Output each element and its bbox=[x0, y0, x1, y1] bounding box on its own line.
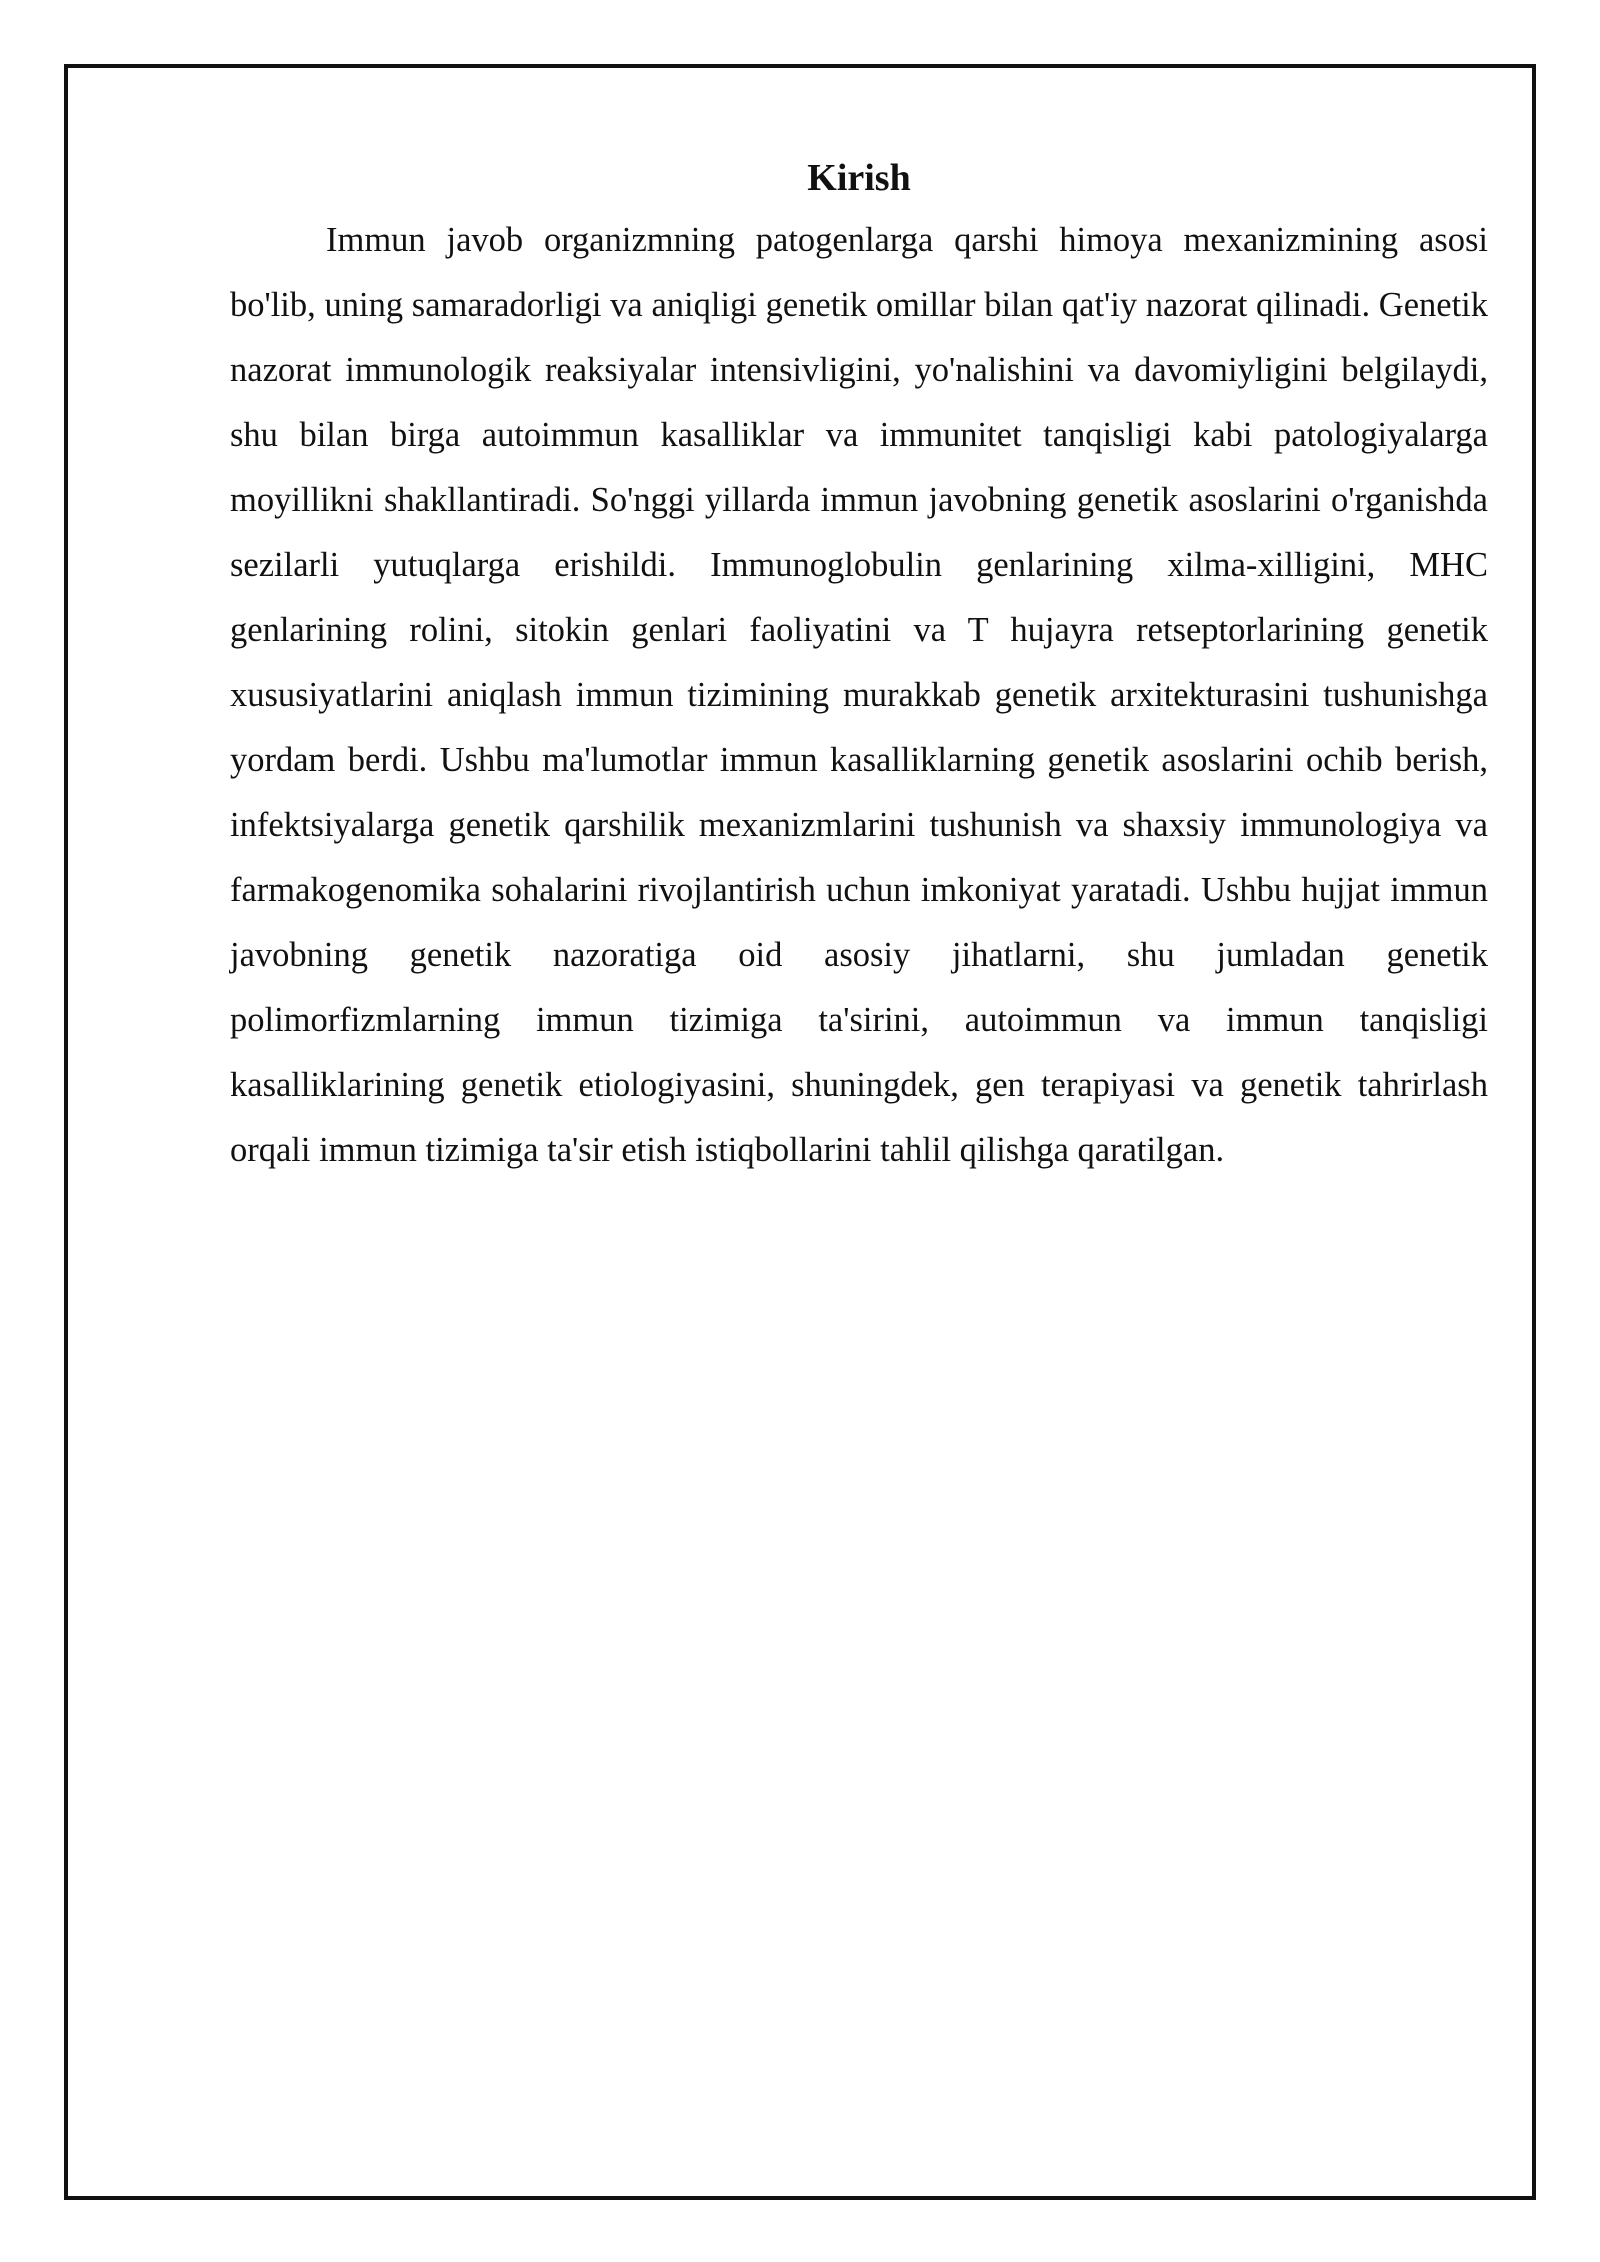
document-body bbox=[230, 148, 1488, 1183]
section-heading: Kirish bbox=[807, 157, 911, 199]
intro-paragraph: Immun javob organizmning patogenlarga qarshi himoya mexanizmining asosi bo'lib, uning samaradorligi va aniqligi genetik omillar bilan qat'iy nazorat qilinadi. Genetik nazorat immunologik reaksiyalar intensivligini, yo'nalishini va davomiyligini belgilaydi, shu bilan birga autoimmun kasalliklar va immunitet tanqisligi kabi patologiyalarga moyillikni shakllantiradi. So'nggi yillarda immun javobning genetik asoslarini o'rganishda sezilarli yutuqlarga erishildi. Immunoglobulin genlarining xilma-xilligini, MHC genlarining rolini, sitokin genlari faoliyatini va T hujayra retseptorlarining genetik xususiyatlarini aniqlash immun tizimining murakkab genetik arxitekturasini tushunishga yordam berdi. Ushbu ma'lumotlar immun kasalliklarning genetik asoslarini ochib berish, infektsiyalarga genetik qarshilik mexanizmlarini tushunish va shaxsiy immunologiya va farmakogenomika sohalarini rivojlantirish uchun imkoniyat yaratadi. Ushbu hujjat immun javobning genetik nazoratiga oid asosiy jihatlarni, shu jumladan genetik polimorfizmlarning immun tizimiga ta'sirini, autoimmun va immun tanqisligi kasalliklarining genetik etiologiyasini, shuningdek, gen terapiyasi va genetik tahrirlash orqali immun tizimiga ta'sir etish istiqbollarini tahlil qilishga qaratilgan. bbox=[230, 221, 1488, 1169]
